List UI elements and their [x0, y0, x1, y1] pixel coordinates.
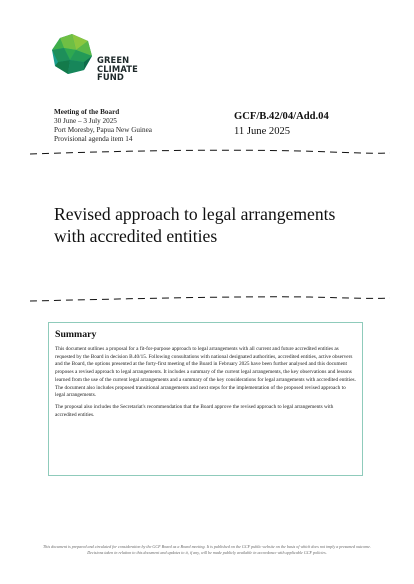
summary-paragraph-1: This document outlines a proposal for a fit-for-purpose approach to legal arrangements with all current and future accredited entities as requested by the Board in decision B.40/15. Following consultations with national designated authorities, accredited entities, active observers and the Board, the options presented at the forty-first meeting of the Board in February 2025 have been further analysed and this document proposes a revised approach to legal arrangements. It includes a summary of the current legal arrangements, the key observations and lessons learned from the use of the current legal arrangements and a summary of the key considerations for legal arrangements with accredited entities. The document also includes proposed transitional arrangements and next steps for the implementation of the proposed revised approach to legal arrangements.	[55, 346, 356, 399]
meeting-title: Meeting of the Board	[54, 108, 120, 116]
top-divider	[30, 148, 390, 158]
gcf-logo	[50, 32, 150, 88]
document-date: 11 June 2025	[234, 126, 291, 137]
summary-box	[48, 322, 363, 476]
wordmark-line-1: GREEN	[97, 55, 130, 65]
meeting-location: Port Moresby, Papua New Guinea	[54, 126, 152, 134]
bottom-divider	[30, 294, 390, 304]
gcf-wordmark	[97, 56, 138, 82]
summary-heading: Summary	[55, 329, 97, 340]
document-title: Revised approach to legal arrangements with accredited entities	[54, 204, 336, 246]
gcf-globe-icon	[50, 32, 94, 76]
footer-disclaimer: This document is prepared and circulated for consideration by the GCF Board as a Board meeting. It is published on the GCF public website on the basis of which does not imply a presumed outcome. Decisions taken in relation to this document and updates to it, if any, will be made publicly available in accordance with applicable GCF policies.	[43, 544, 371, 555]
summary-paragraph-2: The proposal also includes the Secretariat's recommendation that the Board approve the revised approach to legal arrangements with accredited entities.	[55, 403, 334, 418]
meeting-dates: 30 June – 3 July 2025	[54, 117, 117, 125]
meeting-info	[54, 108, 152, 144]
wordmark-line-3: FUND	[97, 72, 124, 83]
meeting-agenda-item: Provisional agenda item 14	[54, 135, 133, 143]
document-reference: GCF/B.42/04/Add.04	[234, 111, 329, 122]
wordmark-line-2: CLIMATE	[97, 63, 138, 74]
document-reference-block	[234, 110, 329, 139]
